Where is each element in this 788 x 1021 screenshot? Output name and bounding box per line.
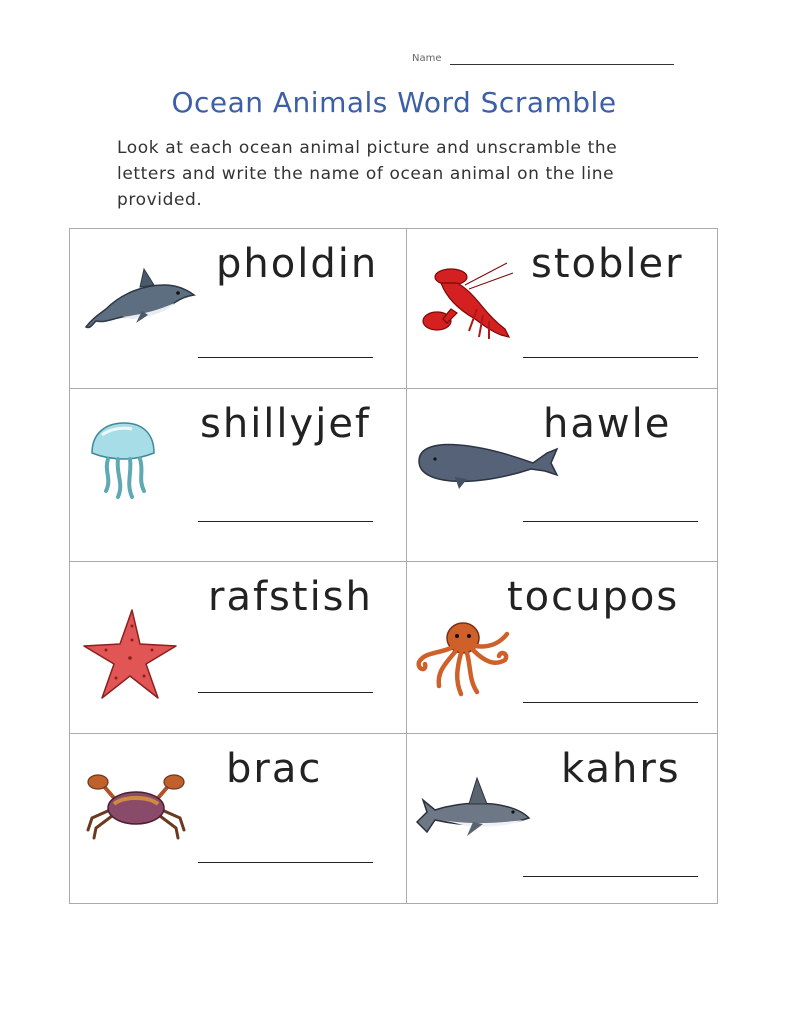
answer-line[interactable] [198, 357, 373, 358]
scrambled-word: brac [226, 746, 323, 792]
scrambled-word: rafstish [208, 574, 373, 620]
word-cell [70, 229, 406, 388]
name-label: Name [412, 53, 442, 64]
shark-icon [413, 768, 533, 838]
word-cell [70, 389, 406, 561]
scrambled-word: shillyjef [200, 401, 372, 447]
scrambled-word: hawle [543, 401, 672, 447]
dolphin-icon [82, 263, 198, 333]
page-title: Ocean Animals Word Scramble [171, 86, 617, 119]
scrambled-word: pholdin [216, 241, 379, 287]
name-line[interactable] [450, 64, 674, 65]
answer-line[interactable] [198, 692, 373, 693]
crab-icon [84, 770, 188, 840]
scrambled-word: stobler [531, 241, 684, 287]
word-cell [407, 562, 719, 733]
answer-line[interactable] [198, 521, 373, 522]
answer-line[interactable] [523, 876, 698, 877]
answer-line[interactable] [523, 357, 698, 358]
octopus-icon [415, 620, 511, 698]
answer-line[interactable] [523, 521, 698, 522]
answer-line[interactable] [523, 702, 698, 703]
word-cell [407, 229, 719, 388]
lobster-icon [417, 259, 517, 341]
word-cell [407, 389, 719, 561]
scrambled-word: kahrs [561, 746, 681, 792]
starfish-icon [82, 606, 178, 702]
word-cell [70, 562, 406, 733]
jellyfish-icon [88, 419, 158, 501]
answer-line[interactable] [198, 862, 373, 863]
word-cell [407, 734, 719, 905]
instructions: Look at each ocean animal picture and unscramble the letters and write the name of ocean animal on the line provided. [117, 138, 618, 210]
word-cell [70, 734, 406, 905]
word-grid [69, 228, 718, 904]
whale-icon [415, 439, 561, 491]
scrambled-word: tocupos [507, 574, 680, 620]
name-field[interactable] [412, 52, 674, 70]
